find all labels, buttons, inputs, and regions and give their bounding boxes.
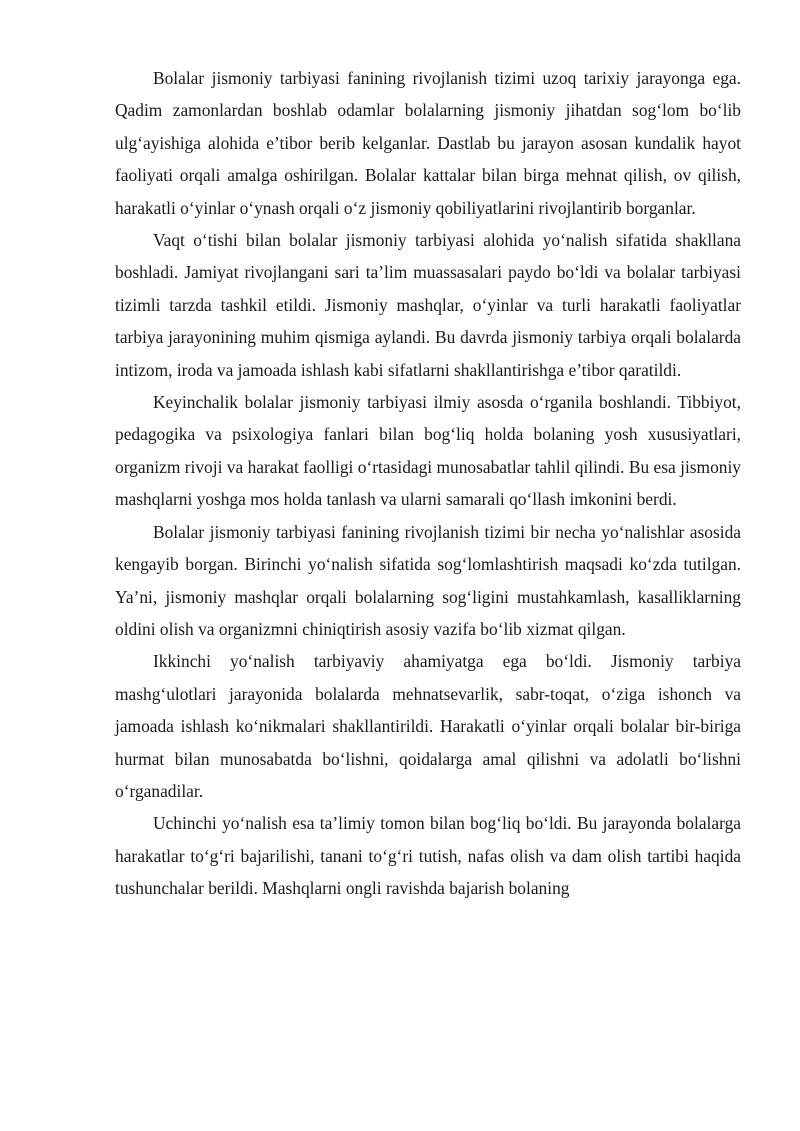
- document-page: [115, 62, 741, 905]
- paragraph: Keyinchalik bolalar jismoniy tarbiyasi ilmiy asosda o‘rganila boshlandi. Tibbiyot, pedagogika va psixologiya fanlari bilan bog‘liq holda bolaning yosh xususiyatlari, organizm rivoji va harakat faolligi o‘rtasidagi munosabatlar tahlil qilindi. Bu esa jismoniy mashqlarni yoshga mos holda tanlash va ularni samarali qo‘llash imkonini berdi.: [115, 392, 741, 510]
- paragraph: Bolalar jismoniy tarbiyasi fanining rivojlanish tizimi bir necha yo‘nalishlar asosida kengayib borgan. Birinchi yo‘nalish sifatida sog‘lomlashtirish maqsadi ko‘zda tutilgan. Ya’ni, jismoniy mashqlar orqali bolalarning sog‘ligini mustahkamlash, kasalliklarning oldini olish va organizmni chiniqtirish asosiy vazifa bo‘lib xizmat qilgan.: [115, 521, 741, 639]
- paragraph: Uchinchi yo‘nalish esa ta’limiy tomon bilan bog‘liq bo‘ldi. Bu jarayonda bolalarga harakatlar to‘g‘ri bajarilishi, tanani to‘g‘ri tutish, nafas olish va dam olish tartibi haqida tushunchalar berildi. Mashqlarni ongli ravishda bajarish bolaning: [115, 813, 741, 899]
- paragraph: Vaqt o‘tishi bilan bolalar jismoniy tarbiyasi alohida yo‘nalish sifatida shakllana boshladi. Jamiyat rivojlangani sari ta’lim muassasalari paydo bo‘ldi va bolalar tarbiyasi tizimli tarzda tashkil etildi. Jismoniy mashqlar, o‘yinlar va turli harakatli faoliyatlar tarbiya jarayonining muhim qismiga aylandi. Bu davrda jismoniy tarbiya orqali bolalarda intizom, iroda va jamoada ishlash kabi sifatlarni shakllantirishga e’tibor qaratildi.: [115, 230, 741, 380]
- paragraph: Bolalar jismoniy tarbiyasi fanining rivojlanish tizimi uzoq tarixiy jarayonga ega. Qadim zamonlardan boshlab odamlar bolalarning jismoniy jihatdan sog‘lom bo‘lib ulg‘ayishiga alohida e’tibor berib kelganlar. Dastlab bu jarayon asosan kundalik hayot faoliyati orqali amalga oshirilgan. Bolalar kattalar bilan birga mehnat qilish, ov qilish, harakatli o‘yinlar o‘ynash orqali o‘z jismoniy qobiliyatlarini rivojlantirib borganlar.: [115, 68, 741, 218]
- paragraph: Ikkinchi yo‘nalish tarbiyaviy ahamiyatga ega bo‘ldi. Jismoniy tarbiya mashg‘ulotlari jarayonida bolalarda mehnatsevarlik, sabr-toqat, o‘ziga ishonch va jamoada ishlash ko‘nikmalari shakllantirildi. Harakatli o‘yinlar orqali bolalar bir-biriga hurmat bilan munosabatda bo‘lishni, qoidalarga amal qilishni va adolatli bo‘lishni o‘rganadilar.: [115, 651, 741, 801]
